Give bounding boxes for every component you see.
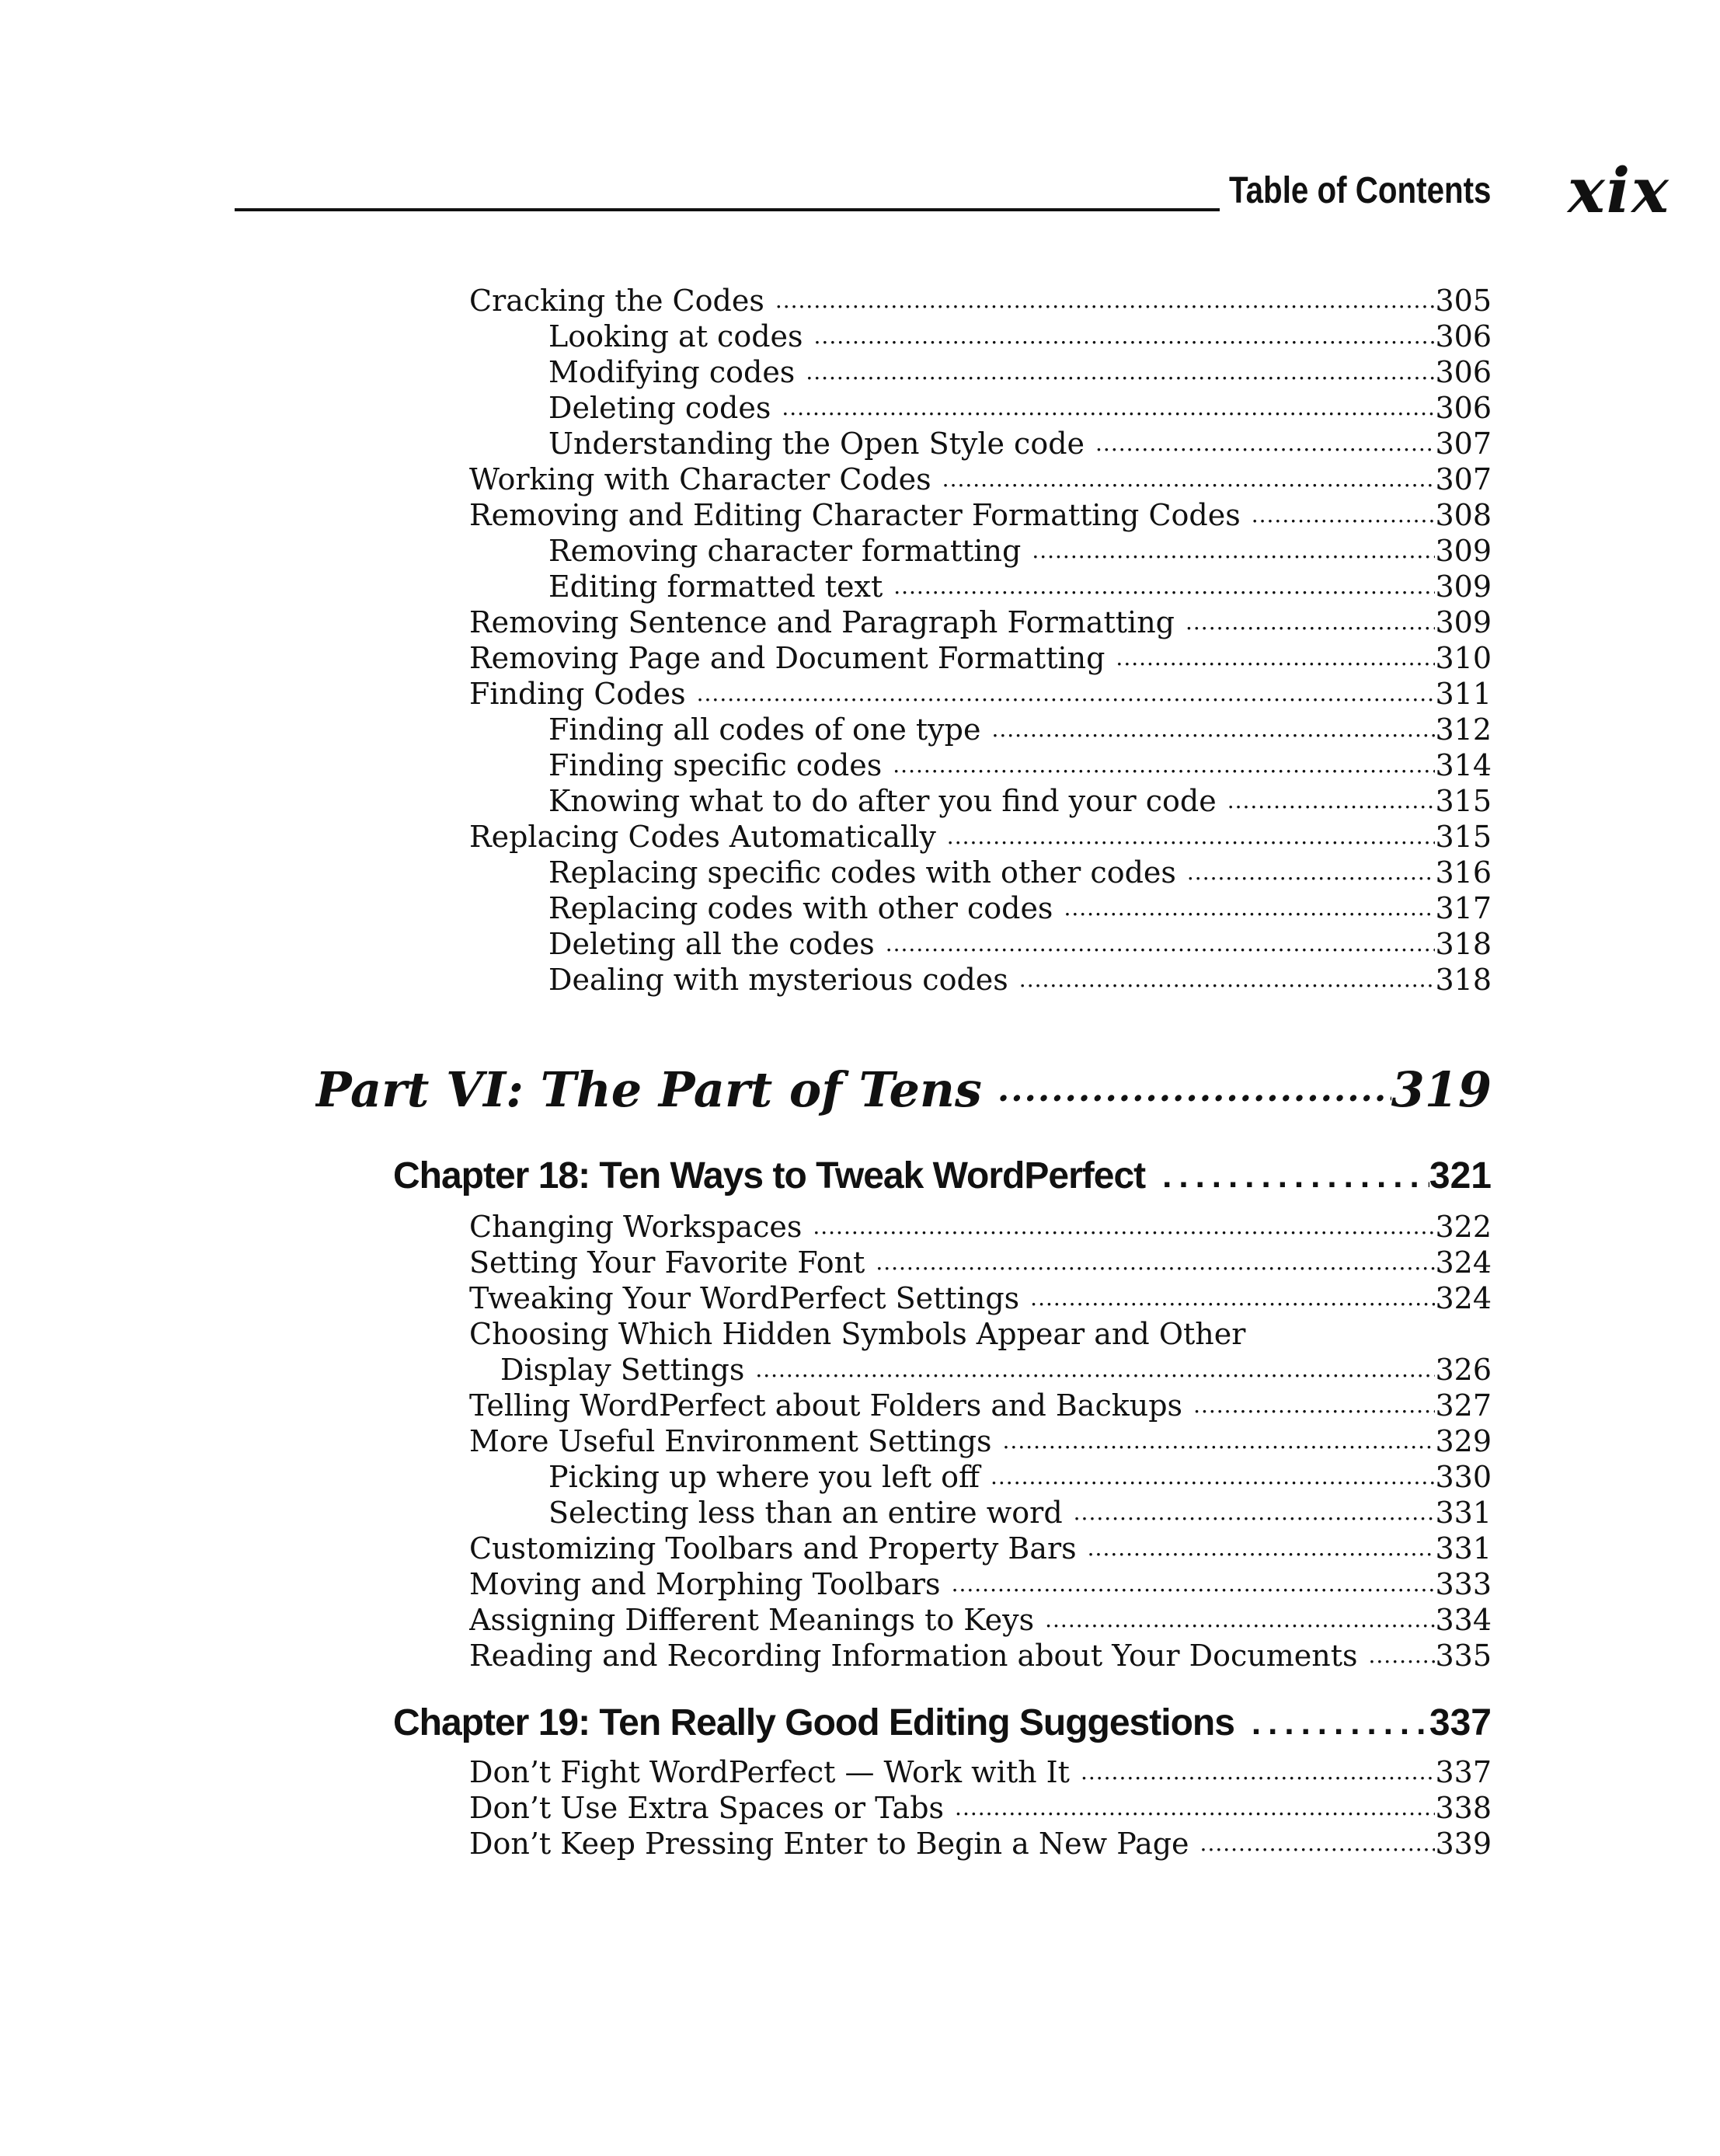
toc-subentry[interactable] <box>548 747 1492 783</box>
toc-entry-title: Telling WordPerfect about Folders and Backups <box>469 1388 1183 1423</box>
dot-leader <box>1162 1151 1429 1201</box>
header-rule <box>235 208 1220 211</box>
toc-subentry[interactable] <box>548 855 1492 890</box>
dot-leader <box>1081 1754 1436 1790</box>
dot-leader <box>806 354 1435 390</box>
toc-entry[interactable] <box>469 283 1492 319</box>
dot-leader <box>1200 1826 1436 1862</box>
dot-leader <box>991 1459 1435 1495</box>
toc-entry[interactable] <box>469 1388 1492 1423</box>
toc-entry-title: Don’t Keep Pressing Enter to Begin a New Page <box>469 1827 1189 1861</box>
toc-subentry[interactable] <box>548 319 1492 354</box>
toc-entry-page: 306 <box>1435 319 1492 354</box>
toc-subentry[interactable] <box>548 533 1492 569</box>
toc-entry-title: Removing character formatting <box>548 534 1022 568</box>
dot-leader <box>1193 1388 1435 1423</box>
toc-entry[interactable] <box>469 497 1492 533</box>
toc-entry[interactable] <box>469 1423 1492 1459</box>
toc-entry-page: 317 <box>1435 891 1492 925</box>
toc-entry-page: 326 <box>1435 1353 1492 1387</box>
toc-entry-page: 314 <box>1435 748 1492 782</box>
toc-entry-title: Cracking the Codes <box>469 284 764 318</box>
chapter-heading[interactable] <box>393 1151 1492 1201</box>
toc-entry-page: 307 <box>1435 462 1492 496</box>
dot-leader <box>1030 1280 1435 1316</box>
toc-entry-title: Selecting less than an entire word <box>548 1496 1063 1530</box>
dot-leader <box>893 569 1435 604</box>
dot-leader <box>991 712 1435 747</box>
dot-leader <box>1088 1531 1436 1566</box>
dot-leader <box>1095 426 1435 462</box>
toc-subentry[interactable] <box>548 390 1492 426</box>
toc-entry-title: Replacing Codes Automatically <box>469 820 936 854</box>
dot-leader <box>947 819 1436 855</box>
toc-entry-title: Moving and Morphing Toolbars <box>469 1567 941 1601</box>
toc-entry[interactable] <box>469 1754 1492 1790</box>
toc-entry-title: Understanding the Open Style code <box>548 427 1085 461</box>
toc-entry-title: Assigning Different Meanings to Keys <box>469 1603 1035 1637</box>
page-number: xix <box>1568 154 1670 227</box>
toc-entry[interactable] <box>469 1245 1492 1280</box>
toc-entry-page: 305 <box>1435 284 1492 318</box>
toc-subentry[interactable] <box>548 354 1492 390</box>
dot-leader <box>1252 497 1436 533</box>
toc-subentry[interactable] <box>548 712 1492 747</box>
toc-entry-title: Changing Workspaces <box>469 1210 803 1244</box>
toc-entry-title: Finding all codes of one type <box>548 712 981 747</box>
toc-entry-page: 330 <box>1435 1460 1492 1494</box>
dot-leader <box>1064 890 1435 926</box>
toc-entry-page: 312 <box>1435 712 1492 747</box>
toc-entry[interactable] <box>469 462 1492 497</box>
dot-leader <box>1369 1638 1436 1674</box>
dot-leader <box>697 676 1436 712</box>
part-page: 319 <box>1391 1061 1492 1118</box>
chapter-heading[interactable] <box>393 1698 1492 1748</box>
dot-leader <box>998 1055 1391 1125</box>
toc-entry[interactable] <box>469 640 1492 676</box>
toc-entry[interactable] <box>469 1790 1492 1826</box>
part-heading[interactable] <box>315 1055 1492 1125</box>
toc-entry-title: Deleting codes <box>548 391 771 425</box>
dot-leader <box>1003 1423 1436 1459</box>
dot-leader <box>893 747 1435 783</box>
dot-leader <box>886 926 1436 962</box>
toc-entry[interactable] <box>469 1602 1492 1638</box>
toc-entry-page: 315 <box>1435 820 1492 854</box>
toc-entry-title: Removing Page and Document Formatting <box>469 641 1105 675</box>
toc-entry-title: Dealing with mysterious codes <box>548 963 1008 997</box>
toc-entry[interactable] <box>469 1638 1492 1674</box>
dot-leader <box>952 1566 1436 1602</box>
toc-entry-first-line[interactable] <box>469 1316 1492 1352</box>
toc-entry-page: 337 <box>1435 1755 1492 1789</box>
dot-leader <box>1187 855 1436 890</box>
toc-entry-title: Modifying codes <box>548 355 796 389</box>
dot-leader <box>1045 1602 1435 1638</box>
toc-entry-title: Finding specific codes <box>548 748 883 782</box>
toc-entry-page: 338 <box>1435 1791 1492 1825</box>
toc-entry-title: More Useful Environment Settings <box>469 1424 992 1458</box>
toc-entry-title: Working with Character Codes <box>469 462 931 496</box>
toc-subentry[interactable] <box>548 426 1492 462</box>
toc-entry-page: 309 <box>1435 569 1492 604</box>
toc-entry[interactable] <box>469 1826 1492 1862</box>
toc-entry-title: Tweaking Your WordPerfect Settings <box>469 1281 1020 1315</box>
toc-entry-page: 311 <box>1435 677 1492 711</box>
toc-subentry[interactable] <box>548 1495 1492 1531</box>
toc-entry-page: 318 <box>1435 963 1492 997</box>
toc-entry-title: Don’t Use Extra Spaces or Tabs <box>469 1791 945 1825</box>
dot-leader <box>755 1352 1435 1388</box>
dot-leader <box>1116 640 1435 676</box>
toc-entry-title: Removing and Editing Character Formatting Codes <box>469 498 1241 532</box>
toc-entry-page: 324 <box>1435 1281 1492 1315</box>
toc-entry-page: 322 <box>1435 1210 1492 1244</box>
toc-entry-title: Replacing specific codes with other codes <box>548 855 1176 890</box>
toc-entry-title: Customizing Toolbars and Property Bars <box>469 1531 1077 1566</box>
toc-entry[interactable] <box>469 1209 1492 1245</box>
toc-entry-page: 331 <box>1435 1531 1492 1566</box>
toc-entry-continuation[interactable] <box>500 1352 1492 1388</box>
dot-leader <box>1074 1495 1436 1531</box>
dot-leader <box>876 1245 1435 1280</box>
dot-leader <box>942 462 1436 497</box>
toc-subentry[interactable] <box>548 926 1492 962</box>
chapter-page: 321 <box>1429 1155 1492 1196</box>
toc-entry-page: 306 <box>1435 355 1492 389</box>
toc-entry-page: 308 <box>1435 498 1492 532</box>
toc-entry[interactable] <box>469 1566 1492 1602</box>
chapter-title: Chapter 19: Ten Really Good Editing Suggestions <box>393 1702 1234 1743</box>
toc-subentry[interactable] <box>548 962 1492 998</box>
toc-entry-title: Reading and Recording Information about Your Documents <box>469 1639 1358 1673</box>
toc-entry-page: 327 <box>1435 1388 1492 1423</box>
dot-leader <box>1019 962 1436 998</box>
toc-entry[interactable] <box>469 676 1492 712</box>
running-header-title: Table of Contents <box>1229 170 1492 211</box>
toc-entry-title: Deleting all the codes <box>548 927 875 961</box>
toc-entry-page: 324 <box>1435 1245 1492 1280</box>
dot-leader <box>814 319 1436 354</box>
toc-entry-page: 310 <box>1435 641 1492 675</box>
toc-entry-title: Setting Your Favorite Font <box>469 1245 865 1280</box>
toc-entry[interactable] <box>469 819 1492 855</box>
toc-entry[interactable] <box>469 604 1492 640</box>
toc-entry-page: 331 <box>1435 1496 1492 1530</box>
toc-entry-title: Knowing what to do after you find your code <box>548 784 1217 818</box>
chapter-title: Chapter 18: Ten Ways to Tweak WordPerfect <box>393 1155 1146 1196</box>
dot-leader <box>1186 604 1435 640</box>
toc-subentry[interactable] <box>548 569 1492 604</box>
part-title: Part VI: The Part of Tens <box>315 1061 982 1118</box>
toc-entry-title: Removing Sentence and Paragraph Formatting <box>469 605 1175 639</box>
chapter-page: 337 <box>1429 1702 1492 1743</box>
toc-entry-page: 329 <box>1435 1424 1492 1458</box>
dot-leader <box>1032 533 1435 569</box>
toc-entry-page: 316 <box>1435 855 1492 890</box>
toc-entry-page: 309 <box>1435 534 1492 568</box>
toc-entry[interactable] <box>469 1280 1492 1316</box>
toc-entry-title: Choosing Which Hidden Symbols Appear and Other <box>469 1317 1246 1351</box>
toc-entry-page: 315 <box>1435 784 1492 818</box>
dot-leader <box>775 283 1436 319</box>
toc-entry-page: 309 <box>1435 605 1492 639</box>
toc-entry-title: Finding Codes <box>469 677 686 711</box>
toc-entry-title: Picking up where you left off <box>548 1460 980 1494</box>
toc-entry-title-continued: Display Settings <box>500 1353 745 1387</box>
toc-entry-page: 318 <box>1435 927 1492 961</box>
toc-subentry[interactable] <box>548 1459 1492 1495</box>
toc-entry-page: 335 <box>1435 1639 1492 1673</box>
toc-entry-title: Don’t Fight WordPerfect — Work with It <box>469 1755 1070 1789</box>
dot-leader <box>782 390 1435 426</box>
dot-leader <box>1252 1698 1429 1748</box>
toc-entry-page: 307 <box>1435 427 1492 461</box>
toc-subentry[interactable] <box>548 890 1492 926</box>
dot-leader <box>813 1209 1435 1245</box>
toc-entry-page: 333 <box>1435 1567 1492 1601</box>
toc-entry-page: 339 <box>1435 1827 1492 1861</box>
toc-entry-title: Looking at codes <box>548 319 803 354</box>
toc-entry-page: 306 <box>1435 391 1492 425</box>
toc-entry-title: Replacing codes with other codes <box>548 891 1053 925</box>
dot-leader <box>955 1790 1435 1826</box>
toc-entry-page: 334 <box>1435 1603 1492 1637</box>
toc-entry[interactable] <box>469 1531 1492 1566</box>
toc-subentry[interactable] <box>548 783 1492 819</box>
dot-leader <box>1227 783 1436 819</box>
toc-entry-title: Editing formatted text <box>548 569 883 604</box>
